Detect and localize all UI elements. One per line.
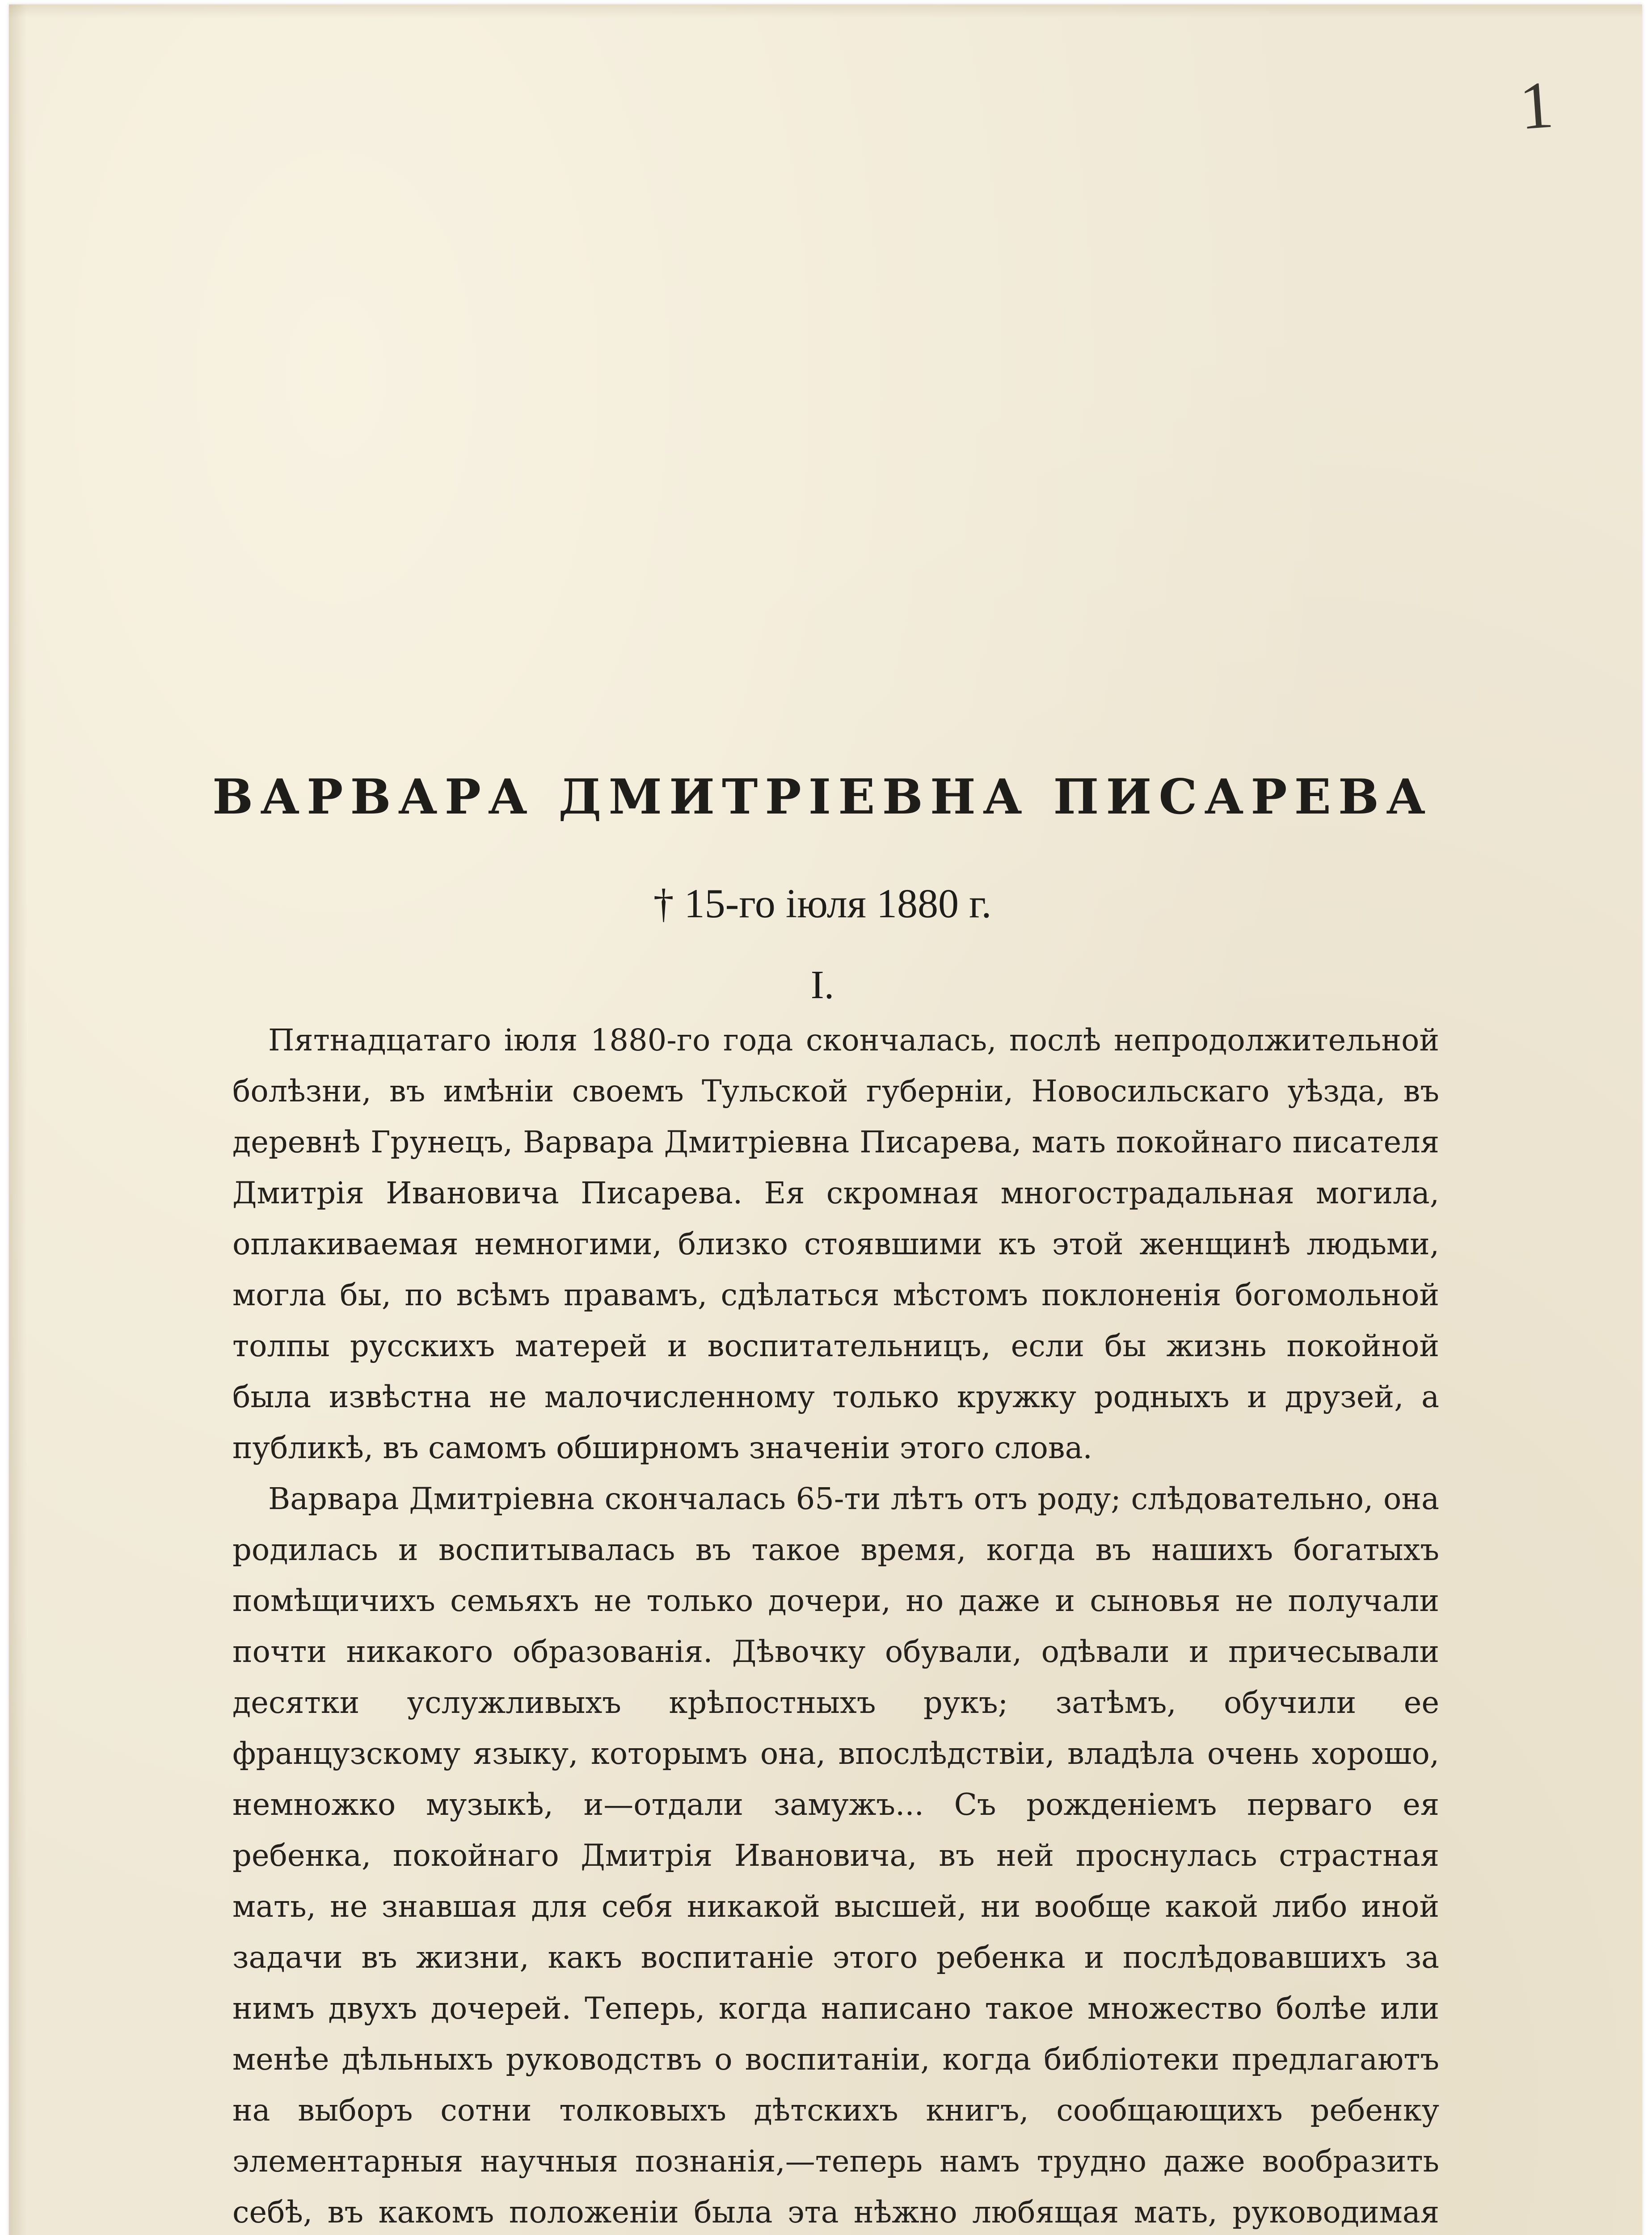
death-date-line: † 15-го іюля 1880 г. [653, 881, 992, 926]
article-body [232, 1015, 1439, 2235]
article-title: ВАРВАРА ДМИТРІЕВНА ПИСАРЕВА [212, 769, 1433, 825]
paragraph-1: Пятнадцатаго іюля 1880-го года скончалась, послѣ непродолжительной болѣзни, въ имѣніи своемъ Тульской губерніи, Новосильскаго уѣзда, въ деревнѣ Грунецъ, Варвара Дмитріевна Писарева, мать покойнаго писателя Дмитрія Ивановича Писарева. Ея скромная многострадальная могила, оплакиваемая немногими, близко стоявшими къ этой женщинѣ людьми, могла бы, по всѣмъ правамъ, сдѣлаться мѣстомъ поклоненія богомольной толпы русскихъ матерей и воспитательницъ, если бы жизнь покойной была извѣстна не малочисленному только кружку родныхъ и друзей, а публикѣ, въ самомъ обширномъ значеніи этого слова. [232, 1023, 1439, 1465]
section-numeral: I. [810, 963, 834, 1007]
page-edge-shadow [9, 4, 27, 2235]
paragraph-2: Варвара Дмитріевна скончалась 65-ти лѣтъ отъ роду; слѣдовательно, она родилась и воспитывалась въ такое время, когда въ нашихъ богатыхъ помѣщичихъ семьяхъ не только дочери, но даже и сыновья не получали почти никакого образованія. Дѣвочку обували, одѣвали и причесывали десятки услужливыхъ крѣпостныхъ рукъ; затѣмъ, обучили ее французскому языку, которымъ она, впослѣдствіи, владѣла очень хорошо, немножко музыкѣ, и—отдали замужъ... Съ рожденіемъ перваго ея ребенка, покойнаго Дмитрія Ивановича, въ ней проснулась страстная мать, не знавшая для себя никакой высшей, ни вообще какой либо иной задачи въ жизни, какъ воспитаніе этого ребенка и послѣдовавшихъ за нимъ двухъ дочерей. Теперь, когда написано такое множество болѣе или менѣе дѣльныхъ руководствъ о воспитаніи, когда библіотеки предлагаютъ на выборъ сотни толковыхъ дѣтскихъ книгъ, сообщающихъ ребенку элементарныя научныя познанія,—теперь намъ трудно даже вообразить себѣ, въ какомъ положеніи была эта нѣжно любящая мать, руководимая [232, 1481, 1439, 2230]
page-number: 1 [1517, 67, 1556, 144]
page-edge-shadow-top [9, 4, 1642, 18]
